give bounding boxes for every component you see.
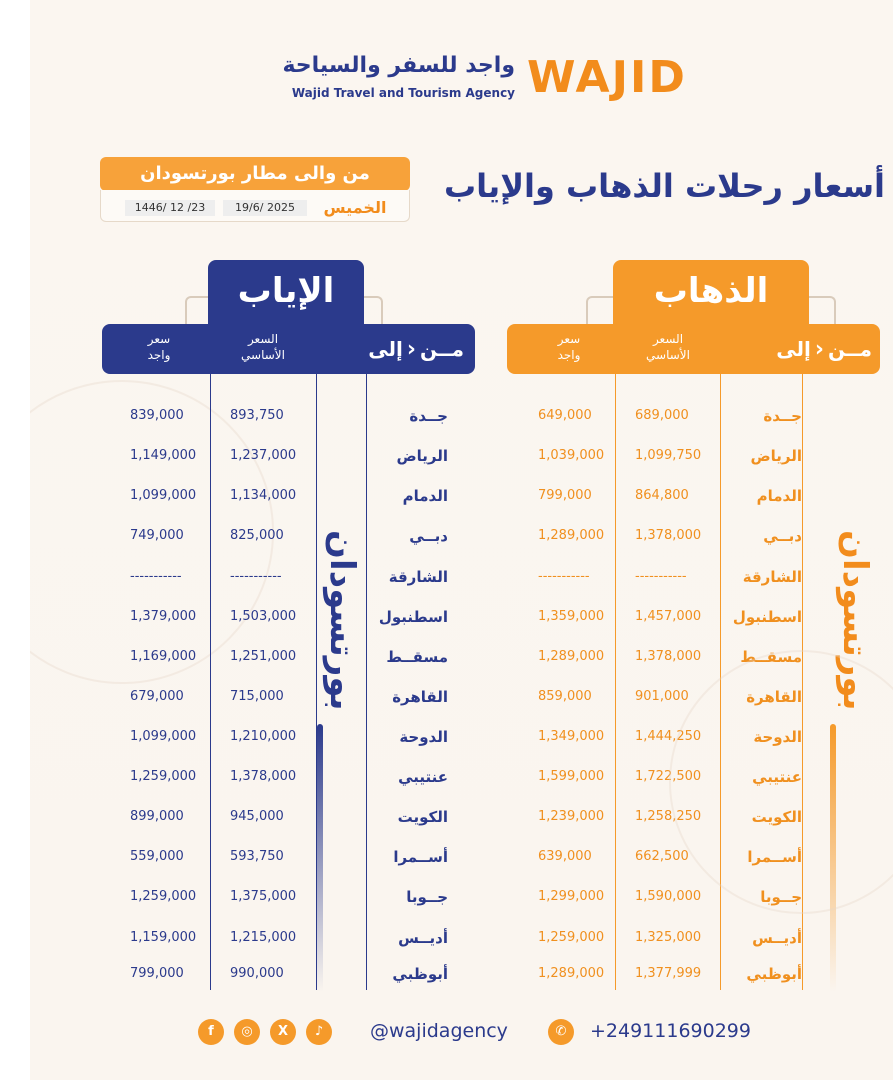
return-wajid-price: 899,000 <box>130 809 184 824</box>
phone-number[interactable]: +249111690299 <box>590 1020 751 1042</box>
tiktok-icon[interactable]: ♪ <box>306 1019 332 1045</box>
return-wajid-price: 1,379,000 <box>130 609 197 624</box>
outbound-base-price: 1,378,000 <box>635 649 702 664</box>
outbound-divider <box>802 374 803 990</box>
return-from-to-header <box>324 324 464 375</box>
date-gregorian: 19/6/ 2025 <box>223 200 307 216</box>
return-origin: جــوبا <box>406 888 448 906</box>
return-origin: أديــس <box>398 929 448 947</box>
header-line: واجد <box>557 348 581 362</box>
outbound-destination: الكويت <box>751 808 802 826</box>
outbound-base-price: 1,457,000 <box>635 609 702 624</box>
wajid-logo: WAJID <box>527 52 687 103</box>
outbound-destination: الرياض <box>750 447 802 465</box>
outbound-base-price: 1,378,000 <box>635 528 702 543</box>
outbound-destination: جــدة <box>763 407 802 425</box>
return-wajid-price: 1,259,000 <box>130 769 197 784</box>
return-hub-tail <box>317 724 323 992</box>
outbound-tab: الذهاب <box>613 260 809 326</box>
to-label: إلى <box>368 337 403 361</box>
return-base-price: 825,000 <box>230 528 284 543</box>
brand-name-arabic: واجد للسفر والسياحة <box>282 53 515 78</box>
return-base-price: 1,378,000 <box>230 769 297 784</box>
return-origin: عنتيبي <box>398 768 448 786</box>
outbound-base-price: 901,000 <box>635 689 689 704</box>
return-origin: مسقــط <box>386 648 448 666</box>
outbound-destination: دبــي <box>763 527 802 545</box>
from-label: مــن <box>419 337 464 361</box>
return-tab: الإياب <box>208 260 364 326</box>
return-origin: اسطنبول <box>378 608 448 626</box>
date-day: الخميس <box>323 198 387 217</box>
outbound-wajid-price: 1,039,000 <box>538 448 605 463</box>
outbound-wajid-price: 1,599,000 <box>538 769 605 784</box>
return-origin: الشارقة <box>388 568 448 586</box>
header-line: الأساسي <box>646 348 690 362</box>
outbound-wajid-price: 1,359,000 <box>538 609 605 624</box>
return-base-price-header <box>225 331 301 363</box>
return-base-price: 893,750 <box>230 408 284 423</box>
return-base-price: 945,000 <box>230 809 284 824</box>
return-base-price: 1,215,000 <box>230 930 297 945</box>
price-flyer <box>30 0 893 1080</box>
outbound-from-to-header <box>742 324 872 375</box>
outbound-destination: الشارقة <box>742 568 802 586</box>
return-base-price: 1,251,000 <box>230 649 297 664</box>
outbound-base-price-header <box>630 331 706 363</box>
return-base-price: 1,210,000 <box>230 729 297 744</box>
return-base-price: 1,134,000 <box>230 488 297 503</box>
outbound-base-price: 1,722,500 <box>635 769 702 784</box>
return-origin: أســمرا <box>393 848 448 866</box>
outbound-base-price: 1,099,750 <box>635 448 702 463</box>
return-origin: أبوظبي <box>392 965 448 983</box>
header-line: الأساسي <box>241 348 285 362</box>
outbound-wajid-price: 1,289,000 <box>538 966 605 981</box>
outbound-base-price: 662,500 <box>635 849 689 864</box>
outbound-hub-tail <box>830 724 836 992</box>
return-base-price: 593,750 <box>230 849 284 864</box>
return-wajid-price: 839,000 <box>130 408 184 423</box>
return-base-price: ----------- <box>230 569 282 584</box>
return-divider <box>366 374 367 990</box>
return-hub-city: بورتسودان <box>322 530 362 711</box>
return-base-price: 715,000 <box>230 689 284 704</box>
chevron-left-icon: ‹ <box>406 337 416 362</box>
return-wajid-price: 1,099,000 <box>130 729 197 744</box>
return-base-price: 1,237,000 <box>230 448 297 463</box>
header-line: واجد <box>147 348 171 362</box>
return-divider <box>210 374 211 990</box>
whatsapp-icon[interactable]: ✆ <box>548 1019 574 1045</box>
return-wajid-price: 799,000 <box>130 966 184 981</box>
outbound-wajid-price: 1,299,000 <box>538 889 605 904</box>
outbound-wajid-price: 859,000 <box>538 689 592 704</box>
return-origin: الكويت <box>397 808 448 826</box>
return-wajid-price: 679,000 <box>130 689 184 704</box>
outbound-divider <box>720 374 721 990</box>
outbound-destination: أســمرا <box>747 848 802 866</box>
return-origin: القاهرة <box>392 688 448 706</box>
return-wajid-price: ----------- <box>130 569 182 584</box>
outbound-destination: الدمام <box>756 487 802 505</box>
brand-name-english: Wajid Travel and Tourism Agency <box>291 86 515 100</box>
header-line: سعر <box>147 332 171 346</box>
outbound-wajid-price: 1,259,000 <box>538 930 605 945</box>
return-base-price: 990,000 <box>230 966 284 981</box>
outbound-base-price: 1,444,250 <box>635 729 702 744</box>
outbound-wajid-price: 1,289,000 <box>538 528 605 543</box>
return-wajid-price: 1,259,000 <box>130 889 197 904</box>
outbound-base-price: 864,800 <box>635 488 689 503</box>
outbound-wajid-price: 649,000 <box>538 408 592 423</box>
return-wajid-price: 749,000 <box>130 528 184 543</box>
route-label: من والى مطار بورتسودان <box>100 157 410 191</box>
outbound-base-price: 1,590,000 <box>635 889 702 904</box>
outbound-destination: جــوبا <box>760 888 802 906</box>
return-wajid-price: 559,000 <box>130 849 184 864</box>
outbound-destination: الدوحة <box>753 728 802 746</box>
date-hijri: 1446/ 12 /23 <box>125 200 215 216</box>
outbound-base-price: ----------- <box>635 569 687 584</box>
return-origin: الدمام <box>402 487 448 505</box>
header-line: سعر <box>557 332 581 346</box>
outbound-wajid-price: 799,000 <box>538 488 592 503</box>
outbound-destination: القاهرة <box>746 688 802 706</box>
facebook-icon[interactable]: f <box>198 1019 224 1045</box>
to-label: إلى <box>776 337 811 361</box>
outbound-wajid-price: 1,239,000 <box>538 809 605 824</box>
x-icon[interactable]: X <box>270 1019 296 1045</box>
return-origin: دبــي <box>409 527 448 545</box>
from-label: مــن <box>827 337 872 361</box>
header-line: السعر <box>652 332 684 346</box>
chevron-left-icon: ‹ <box>814 337 824 362</box>
outbound-wajid-price: 1,289,000 <box>538 649 605 664</box>
return-origin: الرياض <box>396 447 448 465</box>
outbound-wajid-price: ----------- <box>538 569 590 584</box>
outbound-destination: أديــس <box>752 929 802 947</box>
return-wajid-price: 1,099,000 <box>130 488 197 503</box>
outbound-hub-city: بورتسودان <box>835 530 875 711</box>
return-wajid-price: 1,159,000 <box>130 930 197 945</box>
outbound-destination: عنتيبي <box>752 768 802 786</box>
social-handle[interactable]: @wajidagency <box>370 1020 508 1042</box>
return-wajid-price: 1,149,000 <box>130 448 197 463</box>
outbound-wajid-price: 639,000 <box>538 849 592 864</box>
page-title: أسعار رحلات الذهاب والإياب <box>444 167 885 205</box>
outbound-wajid-price-header <box>536 331 602 363</box>
outbound-destination: اسطنبول <box>732 608 802 626</box>
outbound-base-price: 1,377,999 <box>635 966 702 981</box>
outbound-base-price: 689,000 <box>635 408 689 423</box>
outbound-destination: أبوظبي <box>746 965 802 983</box>
return-base-price: 1,375,000 <box>230 889 297 904</box>
return-origin: الدوحة <box>399 728 448 746</box>
outbound-base-price: 1,258,250 <box>635 809 702 824</box>
return-origin: جــدة <box>409 407 448 425</box>
header-line: السعر <box>247 332 279 346</box>
return-base-price: 1,503,000 <box>230 609 297 624</box>
outbound-divider <box>615 374 616 990</box>
instagram-icon[interactable]: ◎ <box>234 1019 260 1045</box>
outbound-wajid-price: 1,349,000 <box>538 729 605 744</box>
outbound-destination: مسقــط <box>740 648 802 666</box>
return-wajid-price: 1,169,000 <box>130 649 197 664</box>
return-wajid-price-header <box>126 331 192 363</box>
outbound-base-price: 1,325,000 <box>635 930 702 945</box>
